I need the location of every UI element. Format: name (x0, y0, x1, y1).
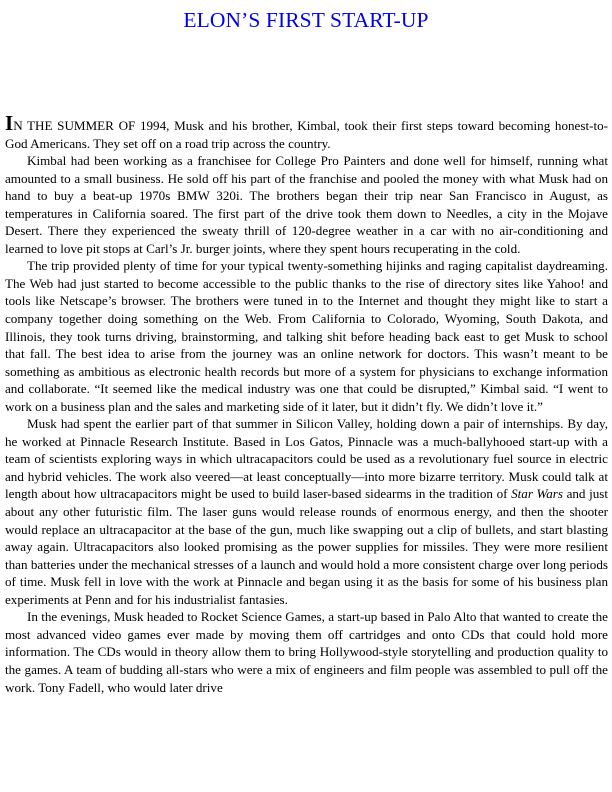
paragraph-2-text: Kimbal had been working as a franchisee for College Pro Painters and done well for himself, running what amounted to a small business. He sold off his part of the franchise and pooled the money with what Musk had on hand to buy a beat-up 1970s BMW 320i. The brothers began their trip near San Francisco in August, as temperatures in California soared. The first part of the drive took them down to Needles, a city in the Mojave Desert. There they experienced the sweaty thrill of 120-degree weather in a car with no air-conditioning and learned to love pit stops at Carl’s Jr. burger joints, where they spent hours recuperating in the cold. (5, 153, 608, 256)
paragraph-5 (5, 608, 608, 696)
paragraph-2 (5, 152, 608, 257)
star-wars-title: Star Wars (511, 486, 563, 502)
paragraph-4-text-after: and just about any other futuristic film. The laser guns would release rounds of enormous energy, and then the shooter would replace an ultracapacitor at the base of the gun, much like swapping out a clip of bullets, and start blasting away again. Ultracapacitors also looked promising as the power supplies for missiles. They were more resilient than batteries under the mechanical stresses of a launch and would hold a more consistent charge over long periods of time. Musk fell in love with the work at Pinnacle and began using it as the basis for some of his business plan experiments at Penn and for his industrialist fantasies. (5, 486, 608, 607)
paragraph-1-text: Musk and his brother, Kimbal, took their first steps toward becoming honest-to-God Americans. They set off on a road trip across the country. (5, 118, 609, 151)
paragraph-3-text: The trip provided plenty of time for your typical twenty-something hijinks and raging capitalist daydreaming. The Web had just started to become accessible to the public thanks to the rise of directory sites like Yahoo! and tools like Netscape’s browser. The brothers were tuned in to the Internet and thought they might like to start a company together doing something on the Web. From California to Colorado, Wyoming, South Dakota, and Illinois, they took turns driving, brainstorming, and talking shit before heading back east to get Musk to school that fall. The best idea to arise from the journey was an online network for doctors. This wasn’t meant to be something as ambitious as electronic health records but more of a system for physicians to exchange information and collaborate. “It seemed like the medical industry was one that could be disrupted,” Kimbal said. “I went to work on a business plan and the sales and marketing side of it later, but it didn’t fly. We didn’t love it.” (5, 258, 608, 414)
paragraph-4-text-before: Musk had spent the earlier part of that summer in Silicon Valley, holding down a pair of internships. By day, he worked at Pinnacle Research Institute. Based in Los Gatos, Pinnacle was a much-ballyhooed start-up with a team of scientists exploring ways in which ultracapacitors could be used as a revolutionary fuel source in electric and hybrid vehicles. The work also veered—at least conceptually—into more bizarre territory. Musk could talk at length about how ultracapacitors might be used to build laser-based sidearms in the tradition of (5, 416, 608, 502)
paragraph-1 (5, 111, 609, 152)
body-text (5, 111, 609, 696)
drop-cap: I (5, 111, 14, 135)
paragraph-5-text: In the evenings, Musk headed to Rocket Science Games, a start-up based in Palo Alto that wanted to create the most advanced video games ever made by moving them off cartridges and onto CDs that could hold more information. The CDs would in theory allow them to bring Hollywood-style storytelling and production quality to the games. A team of budding all-stars who were a mix of engineers and film people was assembled to pull off the work. Tony Fadell, who would later drive (5, 609, 608, 695)
opening-caps: N THE SUMMER OF 1994, (13, 118, 170, 133)
chapter-title: ELON’S FIRST START-UP (183, 8, 429, 32)
paragraph-4 (5, 415, 608, 608)
paragraph-3 (5, 257, 608, 415)
